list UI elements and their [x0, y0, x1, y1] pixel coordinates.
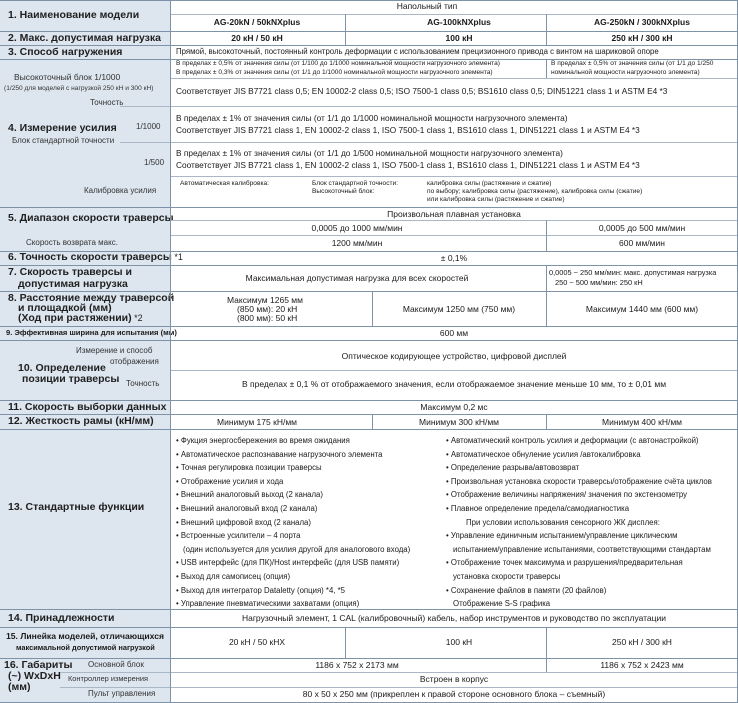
distance-label-1: 8. Расстояние между траверсой: [8, 292, 175, 304]
functions-left-list: [176, 434, 410, 611]
speed-load-label-2: допустимая нагрузка: [18, 278, 128, 290]
row-model-name: [0, 0, 738, 31]
floor-type-label: Напольный тип: [396, 1, 458, 11]
hp-small-right-1: В пределах ± 0,5% от значения силы (от 1/1 до 1/250: [551, 60, 714, 67]
force-measurement-label: 4. Измерение усилия: [8, 122, 117, 134]
row-loading-method: [0, 45, 738, 59]
method-label-1: Измерение и способ: [76, 346, 153, 355]
column-divider: [546, 627, 547, 658]
max-load-label: 2. Макс. допустимая нагрузка: [8, 32, 161, 44]
dimensions-label-2: (~) WxDxH: [8, 670, 61, 682]
cal-line-3: или калибровка силы (растяжение и сжатие): [427, 196, 565, 203]
accessories-label: 14. Принадлежности: [8, 612, 115, 624]
row-sampling: [0, 400, 738, 414]
main-block-col3: 1186 x 752 x 2423 мм: [600, 660, 684, 670]
std-1000-line2: Соответствует JIS B7721 class 1, EN 10002-2 class 1, ISO 7500-1 class 1, BS1610 class 1, DIN51221 class 1 и ASTM E4 *3: [176, 125, 640, 135]
speed-load-label-1: 7. Скорость траверсы и: [8, 266, 132, 278]
divider: [120, 106, 738, 107]
row-stiffness: [0, 414, 738, 429]
list-item: (один используется для усилия другой для аналогового входа): [183, 544, 411, 554]
distance-col3: Максимум 1440 мм (600 мм): [585, 304, 699, 314]
list-item: • Определение разрыва/автовозврат: [446, 463, 580, 473]
dimensions-label-1: 16. Габариты: [4, 659, 73, 671]
loading-method-value: Прямой, высокоточный, постоянный контроль деформации с использованием прецизионного привода с винтом на шариковой опоре: [176, 47, 659, 56]
high-precision-note: (1/250 для моделей с нагрузкой 250 кН и 300 кН): [4, 85, 154, 92]
speed-col3: 0,0005 до 500 мм/мин: [598, 223, 686, 233]
method-label-2: отображения: [110, 357, 159, 366]
list-item: • USB интерфейс (для ПК)/Host интерфейс (для USB памяти): [176, 558, 400, 568]
list-item: установка скорости траверсы: [453, 571, 561, 581]
list-item: • Отображение величины напряжения/ значения по экстензометру: [446, 490, 687, 500]
row-effective-width: [0, 326, 738, 340]
speed-accuracy-label: 6. Точность скорости траверсы *1: [8, 251, 183, 263]
model-col2: AG-100kNXplus: [427, 17, 491, 27]
sampling-label: 11. Скорость выборки данных: [8, 401, 167, 413]
divider: [0, 627, 738, 628]
hp-small-line-1: В пределах ± 0,5% от значения силы (от 1/100 до 1/1000 номинальной мощности нагрузочного элемента): [176, 60, 500, 67]
divider: [0, 326, 738, 327]
row-speed-accuracy: [0, 251, 738, 265]
loading-method-label: 3. Способ нагружения: [8, 46, 123, 58]
column-divider: [546, 414, 547, 429]
column-divider: [345, 627, 346, 658]
divider: [170, 235, 738, 236]
distance-col1-2: (850 мм): 20 кН: [237, 304, 298, 314]
list-item: • Выход для самописец (опция): [176, 571, 291, 581]
dimensions-label-3: (мм): [8, 681, 31, 693]
position-method-value: Оптическое кодирующее устройство, цифровой дисплей: [341, 351, 567, 361]
divider: [0, 340, 738, 341]
list-item: • Внешний аналоговый выход (2 канала): [176, 490, 323, 500]
list-item: • Внешний цифровой вход (2 канала): [176, 517, 311, 527]
speed-top-value: Произвольная плавная установка: [387, 209, 521, 219]
stiffness-label: 12. Жесткость рамы (кН/мм): [8, 415, 154, 427]
controller-label: Контроллер измерения: [68, 674, 148, 683]
list-item: • Автоматический контроль усилия и деформации (с автонастройкой): [446, 436, 699, 445]
row-accessories: [0, 609, 738, 627]
stiffness-col2: Минимум 300 кН/мм: [418, 417, 500, 427]
model-col3: AG-250kN / 300kNXplus: [594, 17, 690, 27]
max-load-col2: 100 кН: [445, 33, 473, 43]
list-item: • Фукция энергосбережения во время ожидания: [176, 436, 350, 445]
distance-label-2: и площадкой (мм): [18, 302, 112, 314]
distance-col1-1: Максимум 1265 мм: [227, 295, 303, 305]
cal-line-2: по выбору; калибровка силы (растяжение), калибровка силы (сжатие): [427, 188, 643, 195]
divider: [170, 14, 738, 15]
lineup-label-1: 15. Линейка моделей, отличающихся: [6, 631, 165, 641]
stiffness-col3: Минимум 400 кН/мм: [601, 417, 683, 427]
position-label-1: 10. Определение: [18, 362, 106, 374]
column-divider: [372, 414, 373, 429]
lineup-col2: 100 кН: [445, 637, 473, 647]
model-name-label: 1. Наименование модели: [8, 9, 140, 21]
list-item: • Произвольная установка скорости траверсы/отображение счёта циклов: [446, 476, 712, 486]
main-block-label: Основной блок: [88, 660, 144, 669]
list-item: испытанием/управление испытаниями, соответствующими стандартам: [453, 544, 711, 554]
distance-col1-3: (800 мм): 50 кН: [237, 313, 298, 323]
speed-load-right-2: 250 ~ 500 мм/мин: 250 кН: [555, 278, 643, 287]
ratio-1000-label: 1/1000: [136, 122, 161, 131]
max-load-col3: 250 кН / 300 кН: [611, 33, 673, 43]
std-1000-line1: В пределах ± 1% от значения силы (от 1/1 до 1/1000 номинальной мощности нагрузочного элемента): [176, 113, 568, 123]
functions-right-list: [446, 434, 712, 611]
lineup-col1: 20 кН / 50 кНХ: [228, 637, 286, 647]
cal-line-1: калибровка силы (растяжение и сжатие): [427, 180, 552, 187]
divider: [0, 0, 738, 1]
column-divider: [546, 265, 547, 326]
list-item: • Управление пневматическими захватами (опция): [176, 599, 360, 609]
sampling-value: Максимум 0,2 мс: [420, 402, 488, 412]
lineup-col3: 250 кН / 300 кН: [612, 637, 672, 647]
list-item: При условии использования сенсорного ЖК дисплея:: [466, 517, 660, 527]
list-item: • Сохранение файлов в памяти (20 файлов): [446, 585, 607, 595]
row-label-cell: [0, 429, 170, 609]
column-divider: [546, 59, 547, 78]
high-precision-label: Высокоточный блок 1/1000: [14, 72, 121, 82]
divider: [0, 207, 738, 208]
list-item: • Отображение усилия и хода: [176, 476, 284, 486]
divider: [0, 400, 738, 401]
panel-value: 80 x 50 x 250 мм (прикреплен к правой стороне основного блока – съемный): [302, 689, 606, 699]
divider: [0, 59, 738, 60]
accessories-value: Нагрузочный элемент, 1 CAL (калибровочный) кабель, набор инструментов и руководство по эксплуатации: [241, 613, 667, 623]
position-accuracy-value: В пределах ± 0,1 % от отображаемого значения, если отображаемое значение меньше 10 мм, то ± 0,01 мм: [241, 379, 667, 389]
std-500-line2: Соответствует JIS B7721 class 1, EN 10002-2 class 1, ISO 7500-1 class 1, BS1610 class 1, DIN51221 class 1 и ASTM E4 *3: [176, 160, 640, 170]
divider: [0, 429, 738, 430]
divider: [60, 687, 738, 688]
column-divider: [170, 0, 171, 703]
cal-hp-block: Высокоточный блок:: [312, 188, 375, 195]
cal-std-block: Блок стандартной точности:: [312, 180, 399, 187]
speed-range-label: 5. Диапазон скорости траверсы: [8, 212, 174, 224]
return-col3: 600 мм/мин: [619, 238, 665, 248]
list-item: • Управление единичным испытанием/управление циклическим: [446, 531, 678, 541]
distance-label-3: (Ход при растяжении) *2: [18, 312, 143, 324]
position-accuracy-label: Точность: [126, 379, 160, 388]
row-speed-load: [0, 265, 738, 291]
column-divider: [372, 291, 373, 326]
hp-small-line-2: В пределах ± 0,3% от значения силы (от 1/1 до 1/1000 номинальной мощности нагрузочного элемента): [176, 69, 493, 76]
divider: [0, 291, 738, 292]
stiffness-col1: Минимум 175 кН/мм: [216, 417, 298, 427]
hp-standards: Соответствует JIS B7721 class 0,5; EN 10002-2 class 0,5; ISO 7500-1 class 0,5; BS1610 class 0,5; DIN51221 class 1 и ASTM E4 *3: [176, 86, 668, 96]
distance-col2: Максимум 1250 мм (750 мм): [402, 304, 516, 314]
panel-label: Пульт управления: [88, 689, 156, 698]
position-label-2: позиции траверсы: [22, 373, 120, 385]
effective-width-value: 600 мм: [439, 328, 469, 338]
list-item: • Отображение точек максимума и разрушения/предварительная: [446, 558, 683, 568]
standard-block-label: Блок стандартной точности: [12, 136, 115, 145]
divider: [0, 265, 738, 266]
accuracy-label: Точность: [90, 98, 124, 107]
calibration-label: Калибровка усилия: [84, 186, 157, 195]
controller-value: Встроен в корпус: [419, 674, 489, 684]
divider: [170, 176, 738, 177]
speed-col12: 0,0005 до 1000 мм/мин: [311, 223, 403, 233]
divider: [0, 609, 738, 610]
divider: [0, 31, 738, 32]
column-divider: [546, 658, 547, 672]
speed-load-right-1: 0,0005 ~ 250 мм/мин: макс. допустимая нагрузка: [549, 268, 717, 277]
divider: [170, 220, 738, 221]
list-item: • Точная регулировка позиции траверсы: [176, 463, 322, 473]
model-col1: AG-20kN / 50kNXplus: [213, 17, 301, 27]
list-item: • Автоматическое обнуление усилия /автокалибровка: [446, 449, 641, 459]
ratio-500-label: 1/500: [144, 158, 165, 167]
lineup-label-2: максимальной допустимой нагрузкой: [16, 643, 155, 652]
divider: [0, 251, 738, 252]
hp-small-right-2: номинальной мощности нагрузочного элемента): [551, 69, 700, 76]
effective-width-label: 9. Эффективная ширина для испытания (мм): [6, 328, 177, 337]
list-item: • Автоматическое распознавание нагрузочного элемента: [176, 449, 383, 459]
cal-auto: Автоматическая калибровка:: [180, 180, 269, 187]
speed-accuracy-value: ± 0,1%: [440, 253, 468, 263]
divider: [170, 370, 738, 371]
list-item: • Выход для интегратор Dataletty (опция) *4, *5: [176, 585, 346, 595]
row-max-load: [0, 31, 738, 45]
divider: [60, 672, 738, 673]
return-col12: 1200 мм/мин: [331, 238, 383, 248]
list-item: • Внешний аналоговый вход (2 канала): [176, 503, 318, 513]
divider: [0, 45, 738, 46]
divider: [0, 658, 738, 659]
speed-load-value: Максимальная допустимая нагрузка для всех скоростей: [245, 273, 469, 283]
column-divider: [546, 14, 547, 45]
standard-functions-label: 13. Стандартные функции: [8, 501, 145, 513]
divider: [120, 142, 738, 143]
list-item: Отображение S-S графика: [453, 599, 551, 609]
row-lineup: [0, 627, 738, 658]
column-divider: [546, 220, 547, 251]
divider: [170, 78, 738, 79]
list-item: • Плавное определение предела/самодиагностика: [446, 503, 630, 513]
divider: [0, 414, 738, 415]
row-distance: [0, 291, 738, 326]
return-speed-label: Скорость возврата макс.: [26, 238, 118, 247]
list-item: • Встроенные усилители – 4 порта: [176, 531, 301, 541]
max-load-col1: 20 кН / 50 кН: [231, 33, 283, 43]
column-divider: [345, 14, 346, 45]
std-500-line1: В пределах ± 1% от значения силы (от 1/1 до 1/500 номинальной мощности нагрузочного элемента): [176, 148, 563, 158]
main-block-col12: 1186 x 752 x 2173 мм: [315, 660, 399, 670]
